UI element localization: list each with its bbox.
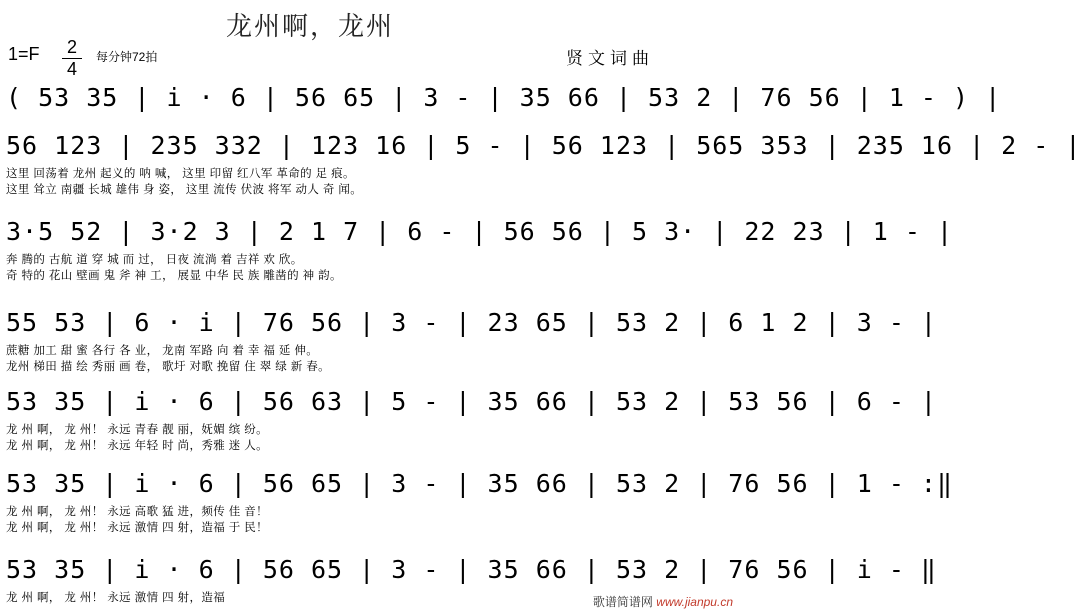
lyric-verse-2: 奇 特的 花山 壁画 鬼 斧 神 工， 展显 中华 民 族 雕凿的 神 韵。 bbox=[6, 270, 342, 282]
site-url: www.jianpu.cn bbox=[656, 595, 733, 609]
lyric-verse-1: 这里 回荡着 龙州 起义的 呐 喊， 这里 印留 红八军 革命的 足 痕。 bbox=[6, 168, 355, 180]
score-system-3 bbox=[6, 303, 937, 375]
lyric-verse-2: 这里 耸立 南疆 长城 雄伟 身 姿， 这里 流传 伏波 将军 动人 奇 闻。 bbox=[6, 184, 363, 196]
tempo-marking: 每分钟72拍 bbox=[96, 50, 158, 64]
notation-line: 56 123 | 235 332 | 123 16 | 5 - | 56 123 | 565 353 | 235 16 | 2 - | bbox=[6, 131, 1081, 160]
notation-line: 53 35 | i · 6 | 56 63 | 5 - | 35 66 | 53 2 | 53 56 | 6 - | bbox=[6, 387, 937, 416]
lyric-verse-2: 龙 州 啊， 龙 州！ 永远 激情 四 射，造福 于 民！ bbox=[6, 522, 269, 534]
lyric-verse-1: 龙 州 啊， 龙 州！ 永远 青春 靓 丽，妩媚 缤 纷。 bbox=[6, 424, 269, 436]
time-signature bbox=[62, 38, 82, 79]
notation-line: 53 35 | i · 6 | 56 65 | 3 - | 35 66 | 53 2 | 76 56 | i - ‖ bbox=[6, 555, 937, 584]
lyric-verse-1: 蔗糖 加工 甜 蜜 各行 各 业， 龙南 军路 向 着 幸 福 延 伸。 bbox=[6, 345, 319, 357]
meter-bottom: 4 bbox=[66, 59, 77, 79]
notation-line: 3·5 52 | 3·2 3 | 2 1 7 | 6 - | 56 56 | 5 3· | 22 23 | 1 - | bbox=[6, 217, 954, 246]
score-system-4 bbox=[6, 382, 937, 454]
meter-top: 2 bbox=[66, 37, 77, 57]
lyric-verse-1: 奔 腾的 古航 道 穿 城 而 过， 日夜 流淌 着 吉祥 欢 欣。 bbox=[6, 254, 303, 266]
notation-line: ( 53 35 | i · 6 | 56 65 | 3 - | 35 66 | 53 2 | 76 56 | 1 - ) | bbox=[6, 83, 1002, 112]
lyric-verse-2: 龙州 梯田 描 绘 秀丽 画 卷， 歌圩 对歌 挽留 住 翠 绿 新 春。 bbox=[6, 361, 331, 373]
song-title: 龙州啊，龙州 bbox=[225, 12, 394, 42]
lyric-verse-1: 龙 州 啊， 龙 州！ 永远 高歌 猛 进，频传 佳 音！ bbox=[6, 506, 269, 518]
score-system-2 bbox=[6, 212, 954, 284]
lyric-verse-1: 龙 州 啊， 龙 州！ 永远 激情 四 射，造福 bbox=[6, 592, 226, 604]
lyric-verse-2: 龙 州 啊， 龙 州！ 永远 年轻 时 尚，秀雅 迷 人。 bbox=[6, 440, 269, 452]
notation-line: 55 53 | 6 · i | 76 56 | 3 - | 23 65 | 53 2 | 6 1 2 | 3 - | bbox=[6, 308, 937, 337]
score-system-5 bbox=[6, 464, 954, 536]
key-signature: 1=F bbox=[8, 44, 40, 64]
credit-line: 贤文词曲 bbox=[566, 49, 654, 68]
brand-name: 歌谱简谱网 bbox=[592, 595, 653, 609]
notation-line: 53 35 | i · 6 | 56 65 | 3 - | 35 66 | 53 2 | 76 56 | 1 - :‖ bbox=[6, 469, 954, 498]
score-system-1 bbox=[6, 126, 1081, 198]
score-system-intro bbox=[6, 78, 1002, 118]
watermark-footer bbox=[593, 593, 733, 610]
